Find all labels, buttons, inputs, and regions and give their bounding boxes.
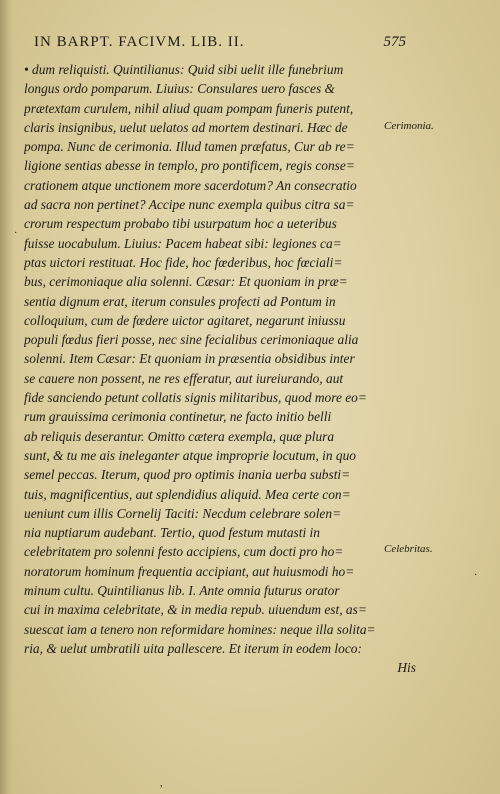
text-line: longus ordo pomparum. Liuius: Consulares uero fasces & (24, 81, 335, 97)
text-line: se cauere non possent, ne res efferatur, aut iureiurando, aut (24, 370, 344, 386)
signature-mark: , (160, 778, 163, 789)
text-line: ueniunt cum illis Cornelij Taciti: Necdum celebrare solen= (24, 505, 342, 521)
margin-dot-mark: · (14, 228, 18, 239)
running-header (34, 34, 406, 54)
text-line: fuisse uocabulum. Liuius: Pacem habeat sibi: legiones ca= (24, 235, 342, 251)
text-line: prætextam curulem, nihil aliud quam pompam funeris putent, (24, 100, 354, 116)
text-line: bus, cerimoniaque alia solenni. Cæsar: Et quoniam in præ= (24, 274, 348, 290)
margin-note-cerimonia: Cerimonia. (384, 120, 434, 132)
page-gutter-shadow (0, 0, 14, 794)
margin-note-celebritas: Celebritas. (384, 543, 433, 555)
text-line: sunt, & tu me ais ineleganter atque improprie locutum, in quo (24, 447, 357, 463)
running-title: IN BARPT. FACIVM. LIB. II. (34, 34, 245, 50)
text-line: rum grauissima cerimonia continetur, ne facto initio belli (24, 409, 332, 425)
text-line: cui in maxima celebritate, & in media repub. uiuendum est, as= (24, 602, 367, 618)
text-line: celebritatem pro solenni festo accipiens, cum docti pro ho= (24, 544, 344, 560)
text-line: crationem atque unctionem more sacerdotum? An consecratio (24, 177, 357, 193)
page-number: 575 (383, 34, 406, 50)
text-line: ligione sentias abesse in templo, pro pontificem, regis conse= (24, 158, 355, 174)
text-line: tuis, magnificentius, aut splendidius aliquid. Mea certe con= (24, 486, 351, 502)
text-line: fide sanciendo petunt collatis signis militaribus, quod more eo= (24, 390, 367, 406)
text-line: nia nuptiarum audebant. Tertio, quod festum mutasti in (24, 525, 320, 541)
text-line: solenni. Item Cæsar: Et quoniam in præsentia obsidibus inter (24, 351, 355, 367)
text-body (24, 60, 416, 658)
text-line: ad sacra non pertinet? Accipe nunc exempla quibus citra sa= (24, 197, 355, 213)
text-line: sentia dignum erat, iterum consules profecti ad Pontum in (24, 293, 336, 309)
text-line: noratorum hominum frequentia accipiant, aut huiusmodi ho= (24, 563, 355, 579)
text-line: populi fœdus fieri posse, nec sine fecialibus cerimoniaque alia (24, 332, 359, 348)
text-line: minum cultu. Quintilianus lib. I. Ante omnia futurus orator (24, 583, 340, 599)
text-line: ria, & uelut umbratili uita pallescere. Et iterum in eodem loco: (24, 640, 362, 656)
text-line: suescat iam a tenero non reformidare homines: neque illa solita= (24, 621, 376, 637)
text-line: ptas uictori restituat. Hoc fide, hoc fœderibus, hoc fœciali= (24, 254, 343, 270)
text-line: colloquium, cum de fœdere uictor agitaret, negarunt iniussu (24, 312, 346, 328)
text-line: ab reliquis deserantur. Omitto cætera exempla, quæ plura (24, 428, 335, 444)
margin-dot-mark: · (474, 570, 478, 581)
catchword: His (397, 660, 416, 675)
text-line: semel peccas. Iterum, quod pro optimis inania uerba substi= (24, 467, 351, 483)
text-line: • dum reliquisti. Quintilianus: Quid sibi uelit ille funebrium (24, 62, 344, 77)
text-line: crorum respectum probabo tibi usurpatum hoc a ueteribus (24, 216, 337, 232)
text-line: claris insignibus, uelut uelatos ad mortem destinari. Hæc de (24, 119, 348, 135)
text-line: pompa. Nunc de cerimonia. Illud tamen præfatus, Cur ab re= (24, 139, 355, 155)
